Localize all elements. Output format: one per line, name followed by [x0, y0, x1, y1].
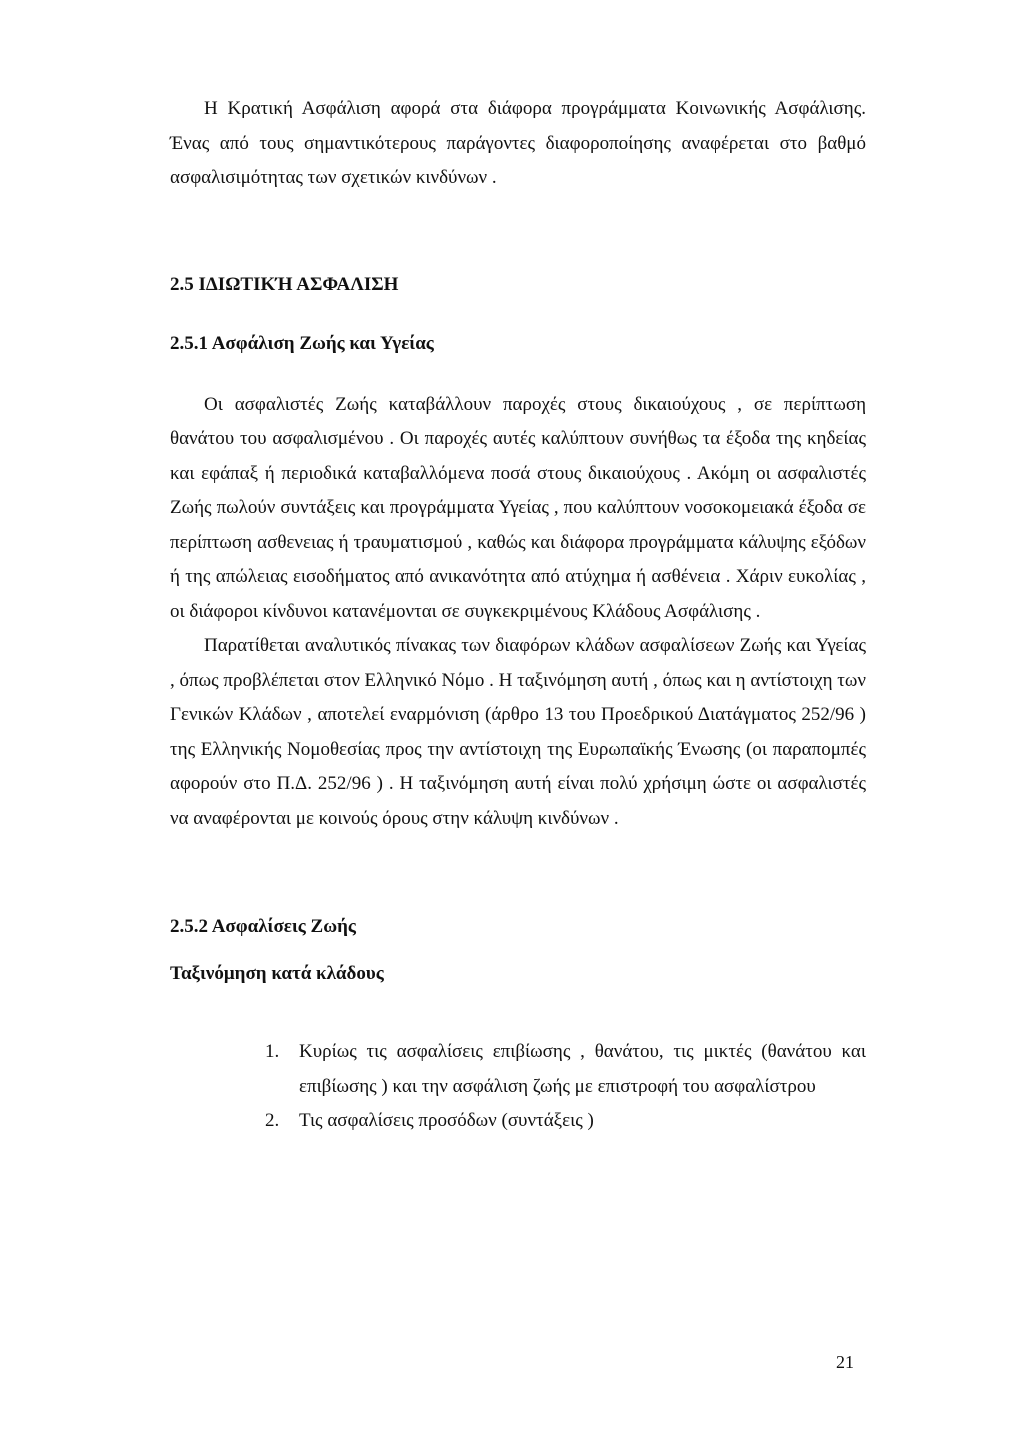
- life-health-paragraph-1: Οι ασφαλιστές Ζωής καταβάλλουν παροχές στους δικαιούχους , σε περίπτωση θανάτου του ασφαλισμένου . Οι παροχές αυτές καλύπτουν συνήθως τα έξοδα της κηδείας και εφάπαξ ή περιοδικά καταβαλλόμενα ποσά στους δικαιούχους . Ακόμη οι ασφαλιστές Ζωής πωλούν συντάξεις και προγράμματα Υγείας , που καλύπτουν νοσοκομειακά έξοδα σε περίπτωση ασθενειας ή τραυματισμού , καθώς και διάφορα προγράμματα κάλυψης εξόδων ή της απώλειας εισοδήματος από ανικανότητα από ατύχημα ή ασθένεια . Χάριν ευκολίας , οι διάφοροι κίνδυνοι κατανέμονται σε συγκεκριμένους Κλάδους Ασφάλισης .: [170, 393, 866, 622]
- list-item-number: 1.: [265, 1041, 280, 1062]
- classification-list: [170, 1035, 866, 1139]
- section-heading-2-5-1: 2.5.1 Ασφάλιση Ζωής και Υγείας: [170, 332, 434, 354]
- intro-paragraph: Η Κρατική Ασφάλιση αφορά στα διάφορα προγράμματα Κοινωνικής Ασφάλισης. Ένας από τους σημαντικότερους παράγοντες διαφοροποίησης αναφέρεται στο βαθμό ασφαλισιμότητας των σχετικών κινδύνων .: [170, 98, 866, 188]
- section-subtitle: Ταξινόμηση κατά κλάδους: [170, 963, 384, 984]
- life-health-paragraph-2: Παρατίθεται αναλυτικός πίνακας των διαφόρων κλάδων ασφαλίσεων Ζωής και Υγείας , όπως προβλέπεται στον Ελληνικό Νόμο . Η ταξινόμηση αυτή , όπως και η αντίστοιχη των Γενικών Κλάδων , αποτελεί εναρμόνιση (άρθρο 13 του Προεδρικού Διατάγματος 252/96 ) της Ελληνικής Νομοθεσίας προς την αντίστοιχη της Ευρωπαϊκής Ένωσης (οι παραπομπές αφορούν στο Π.Δ. 252/96 ) . Η ταξινόμηση αυτή είναι πολύ χρήσιμη ώστε οι ασφαλιστές να αναφέρονται με κοινούς όρους στην κάλυψη κινδύνων .: [170, 635, 866, 829]
- section-heading-2-5-2: 2.5.2 Ασφαλίσεις Ζωής: [170, 916, 356, 937]
- document-page: [170, 92, 866, 1139]
- list-item-text: Τις ασφαλίσεις προσόδων (συντάξεις ): [299, 1110, 594, 1131]
- section-heading-2-5: 2.5 ΙΔΙΩΤΙΚΉ ΑΣΦΑΛΙΣΗ: [170, 273, 399, 295]
- list-item: [265, 1035, 866, 1104]
- list-item: [265, 1104, 866, 1139]
- list-item-text: Κυρίως τις ασφαλίσεις επιβίωσης , θανάτου, τις μικτές (θανάτου και επιβίωσης ) και την ασφάλιση ζωής με επιστροφή του ασφαλίστρου: [299, 1041, 866, 1097]
- list-item-number: 2.: [265, 1110, 280, 1131]
- page-number: 21: [836, 1352, 854, 1372]
